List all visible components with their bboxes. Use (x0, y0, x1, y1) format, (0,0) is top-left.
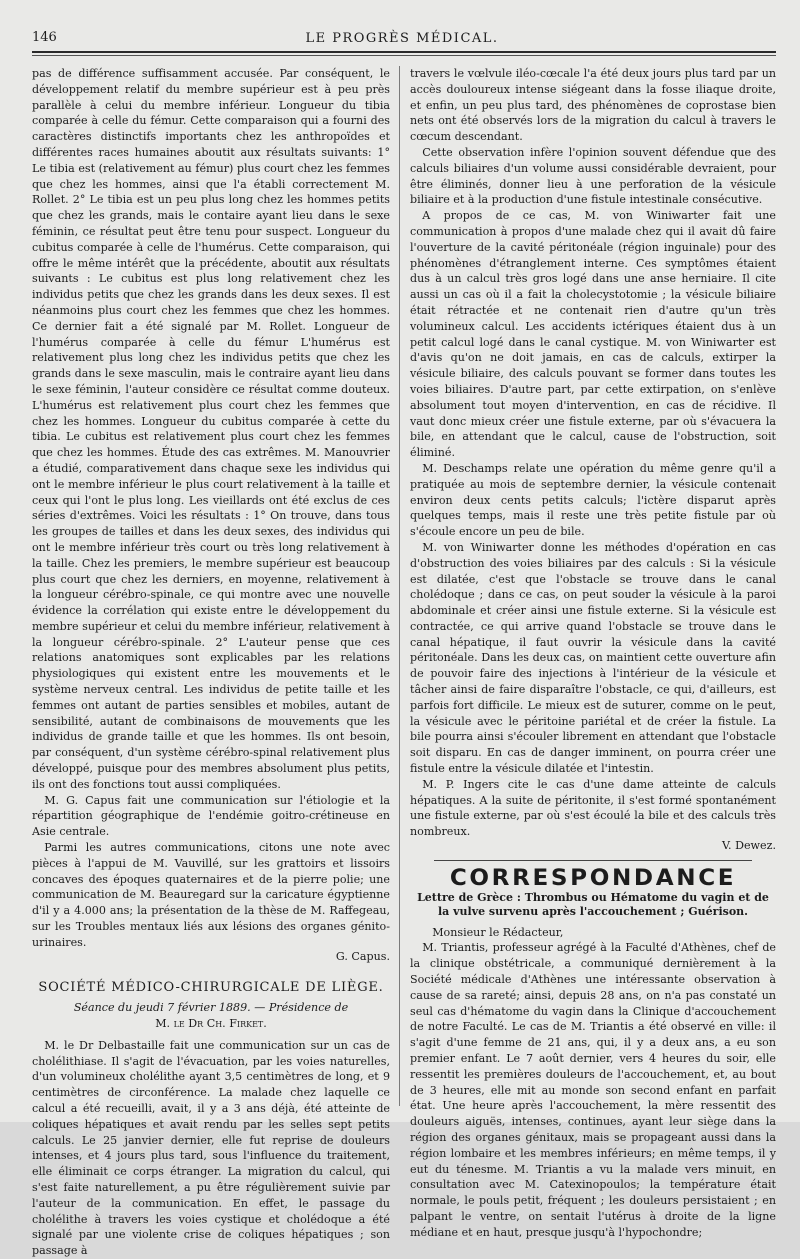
section-rule (434, 860, 752, 861)
signature: G. Capus. (335, 949, 390, 963)
paragraph: Parmi les autres communications, citons une note avec pièces à l'appui de M. Vauvillé, sur les grattoirs et lissoirs concaves des époques quaternaires et de la pierre polie; une communication de M. Beauregard sur la caricature égyptienne d'il y a 4.000 ans; la présentation de la thèse de M. Raffegeau, sur les Troubles mentaux liés aux lésions des organes génito-urinaires. (32, 841, 390, 949)
right-column (410, 66, 776, 1241)
paragraph: M. G. Capus fait une communication sur l'étiologie et la répartition géographique de l'endémie goitro-crétineuse en Asie centrale. (32, 793, 390, 839)
paragraph: M. Deschamps relate une opération du même genre qu'il a pratiquée au mois de septembre dernier, la vésicule contenait environ deux cents petits calculs; l'ictère disparut après quelques temps, mais il reste une très petite fistule par où s'écoule encore un peu de bile. (410, 461, 776, 539)
meeting-president: M. le Dr Ch. Firket. (155, 1017, 267, 1031)
header-rule (32, 51, 776, 53)
left-column (32, 66, 390, 1259)
paragraph: M. P. Ingers cite le cas d'une dame atteinte de calculs hépatiques. A la suite de péritonite, il s'est formé spontanément une fistule externe, par où s'est écoulé la bile et des calculs très nombreux. (410, 777, 776, 839)
paragraph: M. le Dr Delbastaille fait une communication sur un cas de cholélithiase. Il s'agit de l'évacuation, par les voies naturelles, d'un volumineux cholélithe ayant 3,5 centimètres de long, et 9 centimètres de circonférence. La malade chez laquelle ce calcul a été recueilli, avait, il y a 3 ans déjà, été atteinte de coliques hépatiques et avait rendu par les selles sept petits calculs. Le 25 janvier dernier, elle fut reprise de douleurs intenses, et 4 jours plus tard, sous l'influence du traitement, elle éliminait ce corps étranger. La migration du calcul, qui s'est faite naturellement, a pu être régulièrement suivie par l'auteur de la communication. En effet, le passage du cholélithe à travers les voies cystique et cholédoque a été signalé par une violente crise de coliques hépatiques ; son passage à (32, 1038, 390, 1258)
meeting-info (32, 1000, 390, 1032)
letter-heading: Lettre de Grèce : Thrombus ou Hématome du vagin et de la vulve survenu après l'accouchement ; Guérison. (417, 890, 769, 918)
signature: V. Dewez. (721, 839, 776, 853)
section-heading: SOCIÉTÉ MÉDICO-CHIRURGICALE DE LIÈGE. (38, 980, 384, 996)
correspondance-title: CORRESPONDANCE (449, 865, 737, 891)
meeting-date: Séance du jeudi 7 février 1889. — Présidence de (73, 1001, 349, 1015)
paragraph: A propos de ce cas, M. von Winiwarter fait une communication à propos d'une malade chez qui il avait dû faire l'ouverture de la cavité péritonéale (région inguinale) pour des phénomènes d'étranglement interne. Ces symptômes étaient dus à un calcul très gros logé dans une anse herniaire. Il cite aussi un cas où il a fait la cholecystotomie ; la vésicule biliaire était rétractée et ne contenait rien d'autre qu'un très volumineux calcul. Les accidents ictériques étaient dus à un petit calcul logé dans le canal cystique. M. von Winiwarter est d'avis qu'on ne doit jamais, en cas de calculs, extirper la vésicule biliaire, des calculs pouvant se former dans toutes les voies biliaires. D'autre part, par cette extirpation, on s'enlève absolument tout moyen d'intervention, en cas de récidive. Il vaut donc mieux créer une fistule externe, par où s'évacuera la bile, en attendant que le calcul, cause de l'obstruction, soit éliminé. (410, 209, 776, 460)
paragraph: travers le vœlvule iléo-cœcale l'a été deux jours plus tard par un accès douloureux intense siégeant dans la fosse iliaque droite, et enfin, un peu plus tard, des phénomènes de coprostase bien nets ont été observés lors de la migration du calcul à travers le cœcum descendant. (410, 67, 776, 144)
paragraph: pas de différence suffisamment accusée. Par conséquent, le développement relatif du membre supérieur est à peu près parallèle à celui du membre inférieur. Longueur du tibia comparée à celle du fémur. Cette comparaison qui a fourni des caractères distinctifs importants chez les anthropoïdes et différentes races humaines aboutit aux résultats suivants: 1° Le tibia est (relativement au fémur) plus court chez les femmes que chez les hommes, ainsi que l'a établi correctement M. Rollet. 2° Le tibia est un peu plus long chez les hommes petits que chez les grands, mais le contaire ayant lieu dans le sexe féminin, ce résultat peut être tenu pour suspect. Longueur du cubitus comparée à celle de l'humérus. Cette comparaison, qui offre le même intérêt que la précédente, aboutit aux résultats suivants : Le cubitus est plus long relativement chez les individus petits que chez les grands dans les deux sexes. Il est néanmoins plus court chez les femmes que chez les hommes. Ce dernier fait a été signalé par M. Rollet. Longueur de l'humérus comparée à celle du fémur L'humérus est relativement plus long chez les individus petits que chez les grands dans le sexe masculin, mais le contraire ayant lieu dans le sexe féminin, l'auteur considère ce résultat comme douteux. L'humérus est relativement plus court chez les femmes que chez les hommes. Longueur du cubitus comparée à cette du tibia. Le cubitus est relativement plus court chez les femmes que chez les hommes. Étude des cas extrêmes. M. Manouvrier a étudié, comparativement dans chaque sexe les individus qui ont le membre inférieur le plus court relativement à la taille et ceux qui l'ont le plus long. Les vieillards ont été exclus de ces séries d'extrêmes. Voici les résultats : 1° On trouve, dans tous les groupes de tailles et dans les deux sexes, des individus qui ont le membre inférieur très court ou très long relativement à la taille. Chez les premiers, le membre supérieur est beaucoup plus court que chez les derniers, en moyenne, relativement à la longueur cérébro-spinale, ce qui montre avec une nouvelle évidence la corrélation qui existe entre le développement du membre supérieur et celui du membre inférieur, relativement à la longueur cérébro-spinale. 2° L'auteur pense que ces relations anatomiques sont explicables par les relations physiologiques qui existent entre les mouvements et le système nerveux central. Les individus de petite taille et les femmes ont autant de parties sensibles et mobiles, autant de sensibilité, autant de combinaisons de mouvements que les individus de grande taille et que les hommes. Ils ont besoin, par conséquent, d'un système cérébro-spinal relativement plus développé, puisque pour des membres absolument plus petits, ils ont des fonctions tout aussi compliquées. (32, 67, 390, 791)
salutation: Monsieur le Rédacteur, (432, 925, 564, 939)
column-divider (399, 66, 400, 1106)
paragraph: M. von Winiwarter donne les méthodes d'opération en cas d'obstruction des voies biliaires par des calculs : Si la vésicule est dilatée, c'est que l'obstacle se trouve dans le canal cholédoque ; dans ce cas, on peut souder la vésicule à la paroi abdominale et créer ainsi une fistule externe. Si la vésicule est contractée, ce qui arrive quand l'obstacle se trouve dans le canal hépatique, il faut ouvrir la vésicule dans la cavité péritonéale. Dans les deux cas, on maintient cette ouverture afin de pouvoir faire des injections à l'intérieur de la vésicule et tâcher ainsi de faire disparaître l'obstacle, ce qui, d'ailleurs, est parfois fort difficile. Le mieux est de suturer, comme on le peut, la vésicule avec le péritoine pariétal et de créer la fistule. La bile pourra ainsi s'écouler librement en attendant que l'obstacle soit disparu. En cas de danger imminent, on pourra créer une fistule entre la vésicule dilatée et l'intestin. (410, 540, 776, 776)
header-rule-thin (32, 55, 776, 56)
page-header (32, 30, 772, 50)
journal-title: LE PROGRÈS MÉDICAL. (305, 31, 499, 46)
page-number: 146 (32, 30, 57, 45)
paragraph: M. Triantis, professeur agrégé à la Faculté d'Athènes, chef de la clinique obstétricale, a communiqué dernièrement à la Société médicale d'Athènes une intéressante observation à cause de sa rareté; ainsi, depuis 28 ans, on n'a pas constaté un seul cas d'hématome du vagin dans la Clinique d'accouchement de notre Faculté. Le cas de M. Triantis a été observé en ville: il s'agit d'une femme de 21 ans, qui, il y a deux ans, a eu son premier enfant. Le 7 août dernier, vers 4 heures du soir, elle ressentit les premières douleurs de l'accouchement, et, au bout de 3 heures, elle mit au monde son second enfant en parfait état. Une heure après l'accouchement, la mère ressentit des douleurs aiguës, intenses, continues, ayant leur siège dans la région des organes génitaux, mais se propageant aussi dans la région lombaire et les membres inférieurs; en même temps, il y eut du ténesme. M. Triantis a vu la malade vers minuit, en consultation avec M. Catexinopoulos; la température était normale, le pouls petit, fréquent ; les douleurs persistaient ; en palpant le ventre, on sentait l'utérus à droite de la ligne médiane et en haut, presque jusqu'à l'hypochondre; (410, 941, 776, 1239)
paragraph: Cette observation infère l'opinion souvent défendue que des calculs biliaires d'un volume aussi considérable devraient, pour être éliminés, donner lieu à une perforation de la vésicule biliaire et à la production d'une fistule intestinale consécutive. (410, 145, 776, 207)
